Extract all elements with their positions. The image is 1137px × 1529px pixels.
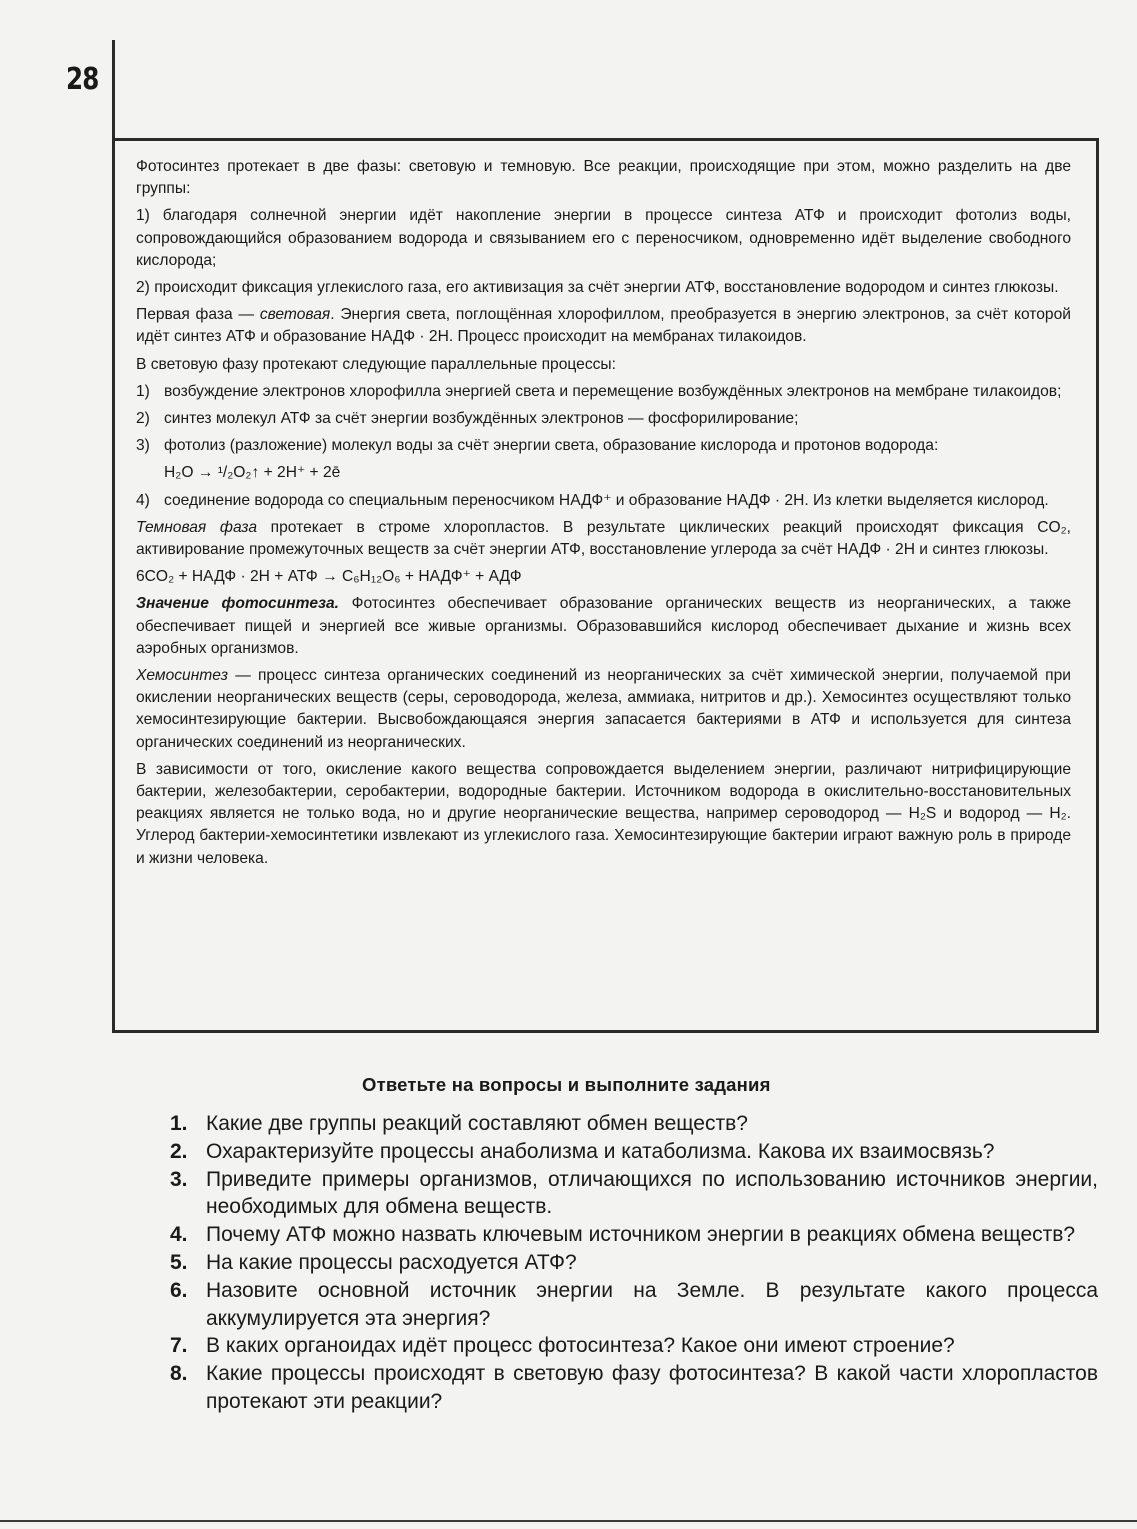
dark-phase-term: Темновая фаза [136, 518, 258, 536]
group-1-paragraph: 1) благодаря солнечной энергии идёт накопление энергии в процессе синтеза АТФ и происходит фотолиз воды, сопровождающийся образованием водорода и связыванием его с переносчиком, одновременно идёт выделение свободного кислорода; [136, 207, 1071, 269]
page-number: 28 [66, 62, 99, 97]
questions-list [170, 1110, 1098, 1416]
question-item: 4. Почему АТФ можно назвать ключевым источником энергии в реакциях обмена веществ? [170, 1223, 1076, 1247]
dark-phase-paragraph: Темновая фаза протекает в строме хлоропластов. В результате циклических реакций происходят фиксация CO₂, активирование промежуточных веществ за счёт энергии АТФ, восстановление углерода за счёт НАДФ · 2Н и синтез глюкозы. [136, 518, 1071, 559]
light-phase-lead: Первая фаза — [136, 306, 260, 324]
glucose-formula: 6CO₂ + НАДФ · 2Н + АТФ → C₆H₁₂O₆ + НАДФ⁺ + АДФ [136, 568, 522, 586]
question-item: 1. Какие две группы реакций составляют обмен веществ? [170, 1112, 748, 1135]
light-processes-intro: В световую фазу протекают следующие параллельные процессы: [136, 355, 616, 373]
chemosynthesis-term: Хемосинтез [136, 667, 229, 685]
question-item: 8. Какие процессы происходят в световую фазу фотосинтеза? В какой части хлоропластов протекают эти реакции? [170, 1362, 1098, 1413]
light-process-item: 4) соединение водорода со специальным переносчиком НАДФ⁺ и образование НАДФ · 2Н. Из клетки выделяется кислород. [136, 491, 1049, 509]
light-phase-term: световая [259, 306, 331, 324]
question-item: 7. В каких органоидах идёт процесс фотосинтеза? Какое они имеют строение? [170, 1334, 955, 1358]
group-2-paragraph: 2) происходит фиксация углекислого газа, его активизация за счёт энергии АТФ, восстановление водородом и синтез глюкозы. [136, 279, 1059, 297]
info-box [136, 156, 1071, 875]
margin-rule [112, 40, 115, 144]
significance-term: Значение фотосинтеза. [136, 595, 339, 613]
bacteria-paragraph: В зависимости от того, окисление какого вещества сопровождается выделением энергии, различают нитрифицирующие бактерии, железобактерии, серобактерии, водородные бактерии. Источником водорода в окислительно-восстановительных реакциях является не только вода, но и другие неорганические вещества, например сероводород — H₂S и водород — H₂. Углерод бактерии-хемосинтетики извлекают из углекислого газа. Хемосинтезирующие бактерии играют важную роль в природе и жизни человека. [136, 760, 1071, 867]
light-process-item: 1) возбуждение электронов хлорофилла энергией света и перемещение возбуждённых электронов на мембране тилакоидов; [136, 382, 1062, 400]
light-process-item: 2) синтез молекул АТФ за счёт энергии возбуждённых электронов — фосфорилирование; [136, 410, 799, 428]
question-item: 2. Охарактеризуйте процессы анаболизма и катаболизма. Какова их взаимосвязь? [170, 1139, 995, 1163]
bottom-rule [0, 1520, 1137, 1522]
intro-paragraph: Фотосинтез протекает в две фазы: световую и темновую. Все реакции, происходящие при этом, можно разделить на две группы: [136, 158, 1071, 198]
light-phase-text: . Энергия света, поглощённая хлорофиллом, преобразуется в энергию электронов, за счёт которой идёт синтез АТФ и образование НАДФ · 2Н. Процесс происходит на мембранах тилакоидов. [136, 306, 1071, 346]
photolysis-formula: H₂O → ¹/₂O₂↑ + 2H⁺ + 2ē [164, 464, 341, 482]
question-item: 6. Назовите основной источник энергии на Земле. В результате какого процесса аккумулируется эта энергия? [170, 1278, 1098, 1330]
light-process-item: 3) фотолиз (разложение) молекул воды за счёт энергии света, образование кислорода и протонов водорода: [136, 437, 939, 455]
questions-title: Ответьте на вопросы и выполните задания [362, 1074, 771, 1095]
light-phase-paragraph [136, 304, 1071, 348]
chemosynthesis-paragraph: Хемосинтез — процесс синтеза органических соединений из неорганических за счёт химической энергии, получаемой при окислении неорганических веществ (серы, сероводорода, железа, аммиака, нитритов и др.). Хемосинтез осуществляют только хемосинтезирующие бактерии. Высвобождающаяся энергия запасается бактериями в АТФ и используется для синтеза органических соединений из неорганических. [136, 667, 1071, 751]
question-item: 5. На какие процессы расходуется АТФ? [170, 1250, 577, 1274]
significance-paragraph: Значение фотосинтеза. Фотосинтез обеспечивает образование органических веществ из неорганических, а также обеспечивает пищей и энергией все живые организмы. Образовавшийся кислород обеспечивает дыхание и жизнь всех аэробных организмов. [136, 595, 1071, 657]
question-item: 3. Приведите примеры организмов, отличающихся по использованию источников энергии, необходимых для обмена веществ. [170, 1167, 1098, 1219]
